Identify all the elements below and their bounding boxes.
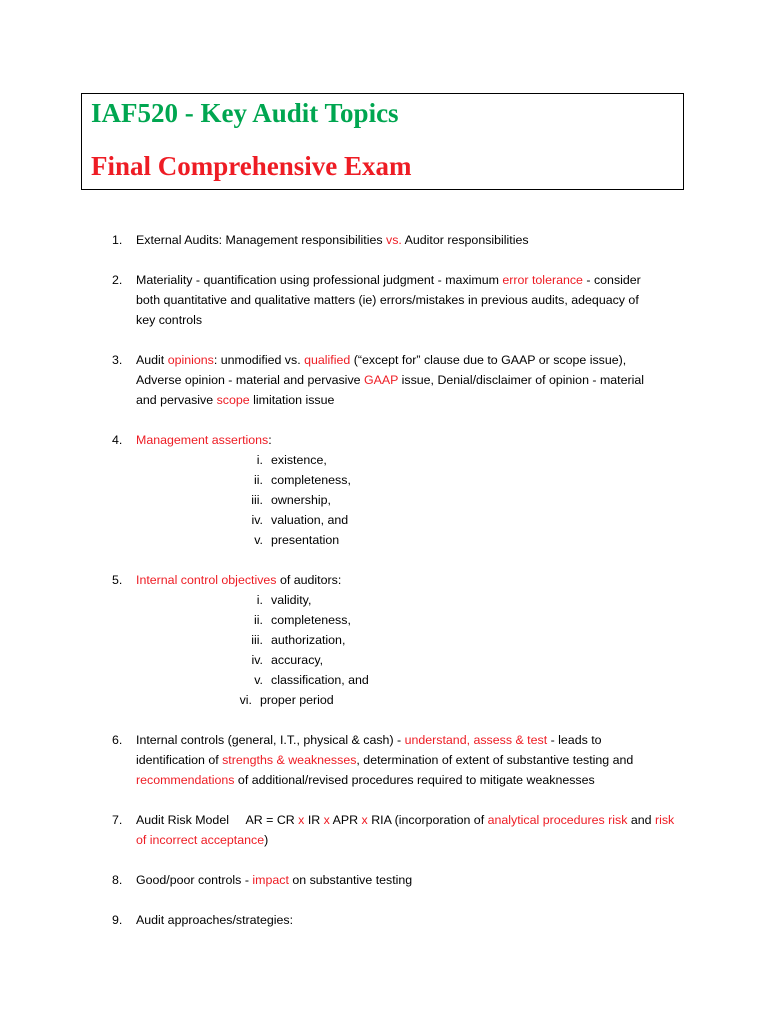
sub-item: iii. authorization, xyxy=(251,633,346,647)
sub-item: i. validity, xyxy=(256,593,312,607)
sub-item: ii. completeness, xyxy=(254,613,351,627)
sub-item: i. existence, xyxy=(256,453,327,467)
item-heading: Internal control objectives of auditors: xyxy=(136,573,342,587)
item-number: 2. xyxy=(112,273,123,287)
item-text: Audit Risk Model AR = CR x IR x APR x RIA (incorporation of analytical procedures risk and risk of incorrect acceptance) xyxy=(136,813,675,847)
item-text: Internal controls (general, I.T., physical & cash) - understand, assess & test - leads to identification of strengths & weaknesses, determination of extent of substantive testing and recommendations of additional/revised procedures required to mitigate weaknesses xyxy=(136,733,634,787)
item-number: 8. xyxy=(112,873,123,887)
item-text: Good/poor controls - impact on substantive testing xyxy=(136,873,413,887)
item-text: Audit opinions: unmodified vs. qualified (“except for” clause due to GAAP or scope issue), Adverse opinion - material and pervasive GAAP issue, Denial/disclaimer of opinion - material and pervasive scope limitation issue xyxy=(136,353,645,407)
item-number: 7. xyxy=(112,813,123,827)
item-text: Materiality - quantification using professional judgment - maximum error tolerance - consider both quantitative and qualitative matters (ie) errors/mistakes in previous audits, adequacy of key controls xyxy=(136,273,641,327)
item-number: 4. xyxy=(112,433,123,447)
item-number: 9. xyxy=(112,913,123,927)
item-number: 6. xyxy=(112,733,123,747)
sub-item: iv. valuation, and xyxy=(251,513,349,527)
sub-item: ii. completeness, xyxy=(254,473,351,487)
sub-item: iv. accuracy, xyxy=(251,653,324,667)
item-text: Audit approaches/strategies: xyxy=(136,913,294,927)
item-text: External Audits: Management responsibilities vs. Auditor responsibilities xyxy=(136,233,529,247)
item-heading: Management assertions: xyxy=(136,433,272,447)
exam-title: Final Comprehensive Exam xyxy=(91,151,412,181)
sub-item: v. classification, and xyxy=(254,673,369,687)
sub-item: iii. ownership, xyxy=(251,493,331,507)
sub-item: v. presentation xyxy=(254,533,340,547)
sub-item: vi. proper period xyxy=(239,693,334,707)
item-number: 3. xyxy=(112,353,123,367)
item-number: 1. xyxy=(112,233,123,247)
course-title: IAF520 - Key Audit Topics xyxy=(91,98,399,128)
title-box xyxy=(81,93,684,190)
item-number: 5. xyxy=(112,573,123,587)
